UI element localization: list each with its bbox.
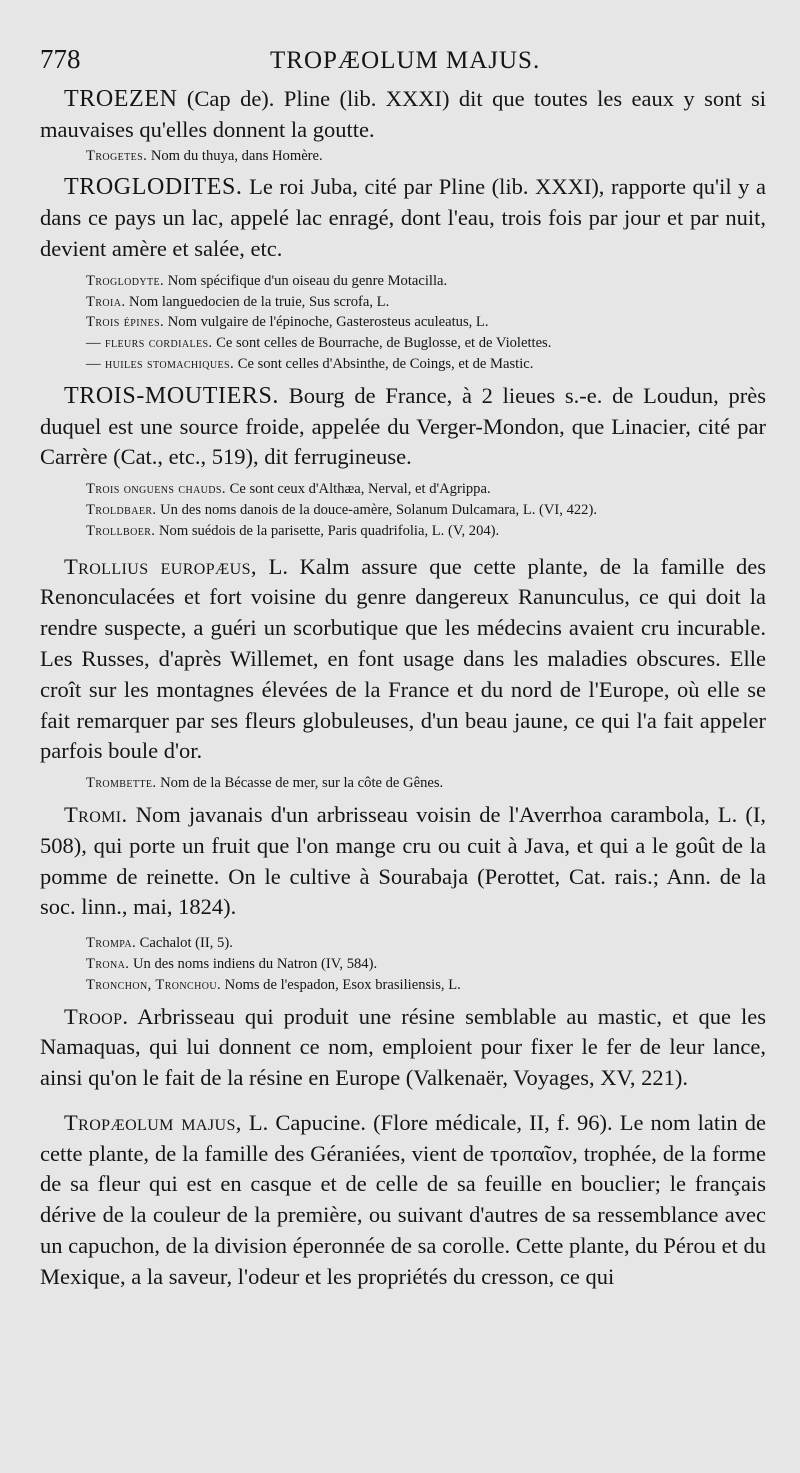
- entry-trollius: [40, 552, 766, 768]
- entry-troezen: [40, 84, 766, 146]
- entry-text: L. Kalm assure que cette plante, de la famille des Renonculacées et fort voisine du genre dangereux Ranunculus, ce qui doit la rendre suspecte, a guéri un scorbutique que les médecins avaient cru incurable. Les Russes, d'après Willemet, en font usage dans les maladies obscures. Elle croît sur les montagnes élevées de la France et du nord de l'Europe, où elle se fait remarquer par ses fleurs globuleuses, d'un beau jaune, ce qui l'a fait appeler parfois boule d'or.: [40, 553, 766, 764]
- entry-trombette: [62, 773, 766, 794]
- entry-head: Trois onguens chauds.: [86, 481, 226, 498]
- entry-head: Tromi.: [64, 801, 128, 827]
- entry-troglodites: [40, 172, 766, 264]
- entry-text: Nom suédois de la parisette, Paris quadrifolia, L. (V, 204).: [155, 522, 500, 539]
- entry-head: TROEZEN: [64, 86, 178, 112]
- entry-trois-epines: [62, 312, 766, 333]
- entry-text: Nom vulgaire de l'épinoche, Gasterosteus aculeatus, L.: [164, 314, 489, 331]
- entry-head: Trollboer.: [86, 522, 156, 539]
- entry-head: Troldbaer.: [86, 501, 157, 518]
- entry-text: Nom javanais d'un arbrisseau voisin de l'Averrhoa carambola, L. (I, 508), qui porte un fruit que l'on mange cru ou cuit à Java, et qui a le goût de la pomme de reinette. On le cultive à Sourabaja (Perottet, Cat. rais.; Ann. de la soc. linn., mai, 1824).: [40, 801, 766, 920]
- entry-text: Noms de l'espadon, Esox brasiliensis, L.: [221, 976, 461, 993]
- entry-text: Le roi Juba, cité par Pline (lib. XXXI), rapporte qu'il y a dans ce pays un lac, appelé lac enragé, dont l'eau, trois fois par jour et par nuit, devient amère et salée, etc.: [40, 174, 766, 261]
- entry-text: Arbrisseau qui produit une résine semblable au mastic, et que les Namaquas, qui lui donnent ce nom, emploient pour fixer le fer de leur lance, ainsi qu'on le fait de la résine en Europe (Valkenaër, Voyages, XV, 221).: [40, 1003, 766, 1091]
- entry-head: — fleurs cordiales.: [86, 335, 213, 352]
- entry-trogetes: [62, 146, 766, 167]
- entry-huiles-stomachiques: [62, 354, 766, 375]
- entry-text: Nom du thuya, dans Homère.: [147, 147, 323, 164]
- entry-head: Trona.: [86, 955, 130, 972]
- entry-head: Trois épines.: [86, 314, 165, 331]
- entry-tromi: [40, 800, 766, 923]
- entry-troglodyte: [62, 271, 766, 292]
- entry-text: (Cap de). Pline (lib. XXXI) dit que toutes les eaux y sont si mauvaises qu'elles donnent la goutte.: [40, 86, 766, 142]
- entry-fleurs-cordiales: [62, 333, 766, 354]
- entry-head: Trollius europæus,: [64, 553, 257, 579]
- page-number: 778: [40, 44, 81, 74]
- entry-text: Nom spécifique d'un oiseau du genre Motacilla.: [164, 272, 448, 289]
- entry-text: Ce sont celles d'Absinthe, de Coings, et de Mastic.: [234, 355, 534, 372]
- entry-head: — huiles stomachiques.: [86, 355, 235, 372]
- entry-trollboer: [62, 521, 766, 542]
- entry-text: Cachalot (II, 5).: [136, 935, 233, 952]
- entry-text: Nom languedocien de la truie, Sus scrofa, L.: [125, 293, 390, 310]
- entry-head: Troop.: [64, 1003, 129, 1029]
- entry-head: TROIS-MOUTIERS.: [64, 382, 280, 409]
- entry-head: Trombette.: [86, 775, 157, 792]
- entry-text: Un des noms danois de la douce-amère, Solanum Dulcamara, L. (VI, 422).: [156, 501, 597, 518]
- entry-trona: [62, 954, 766, 975]
- entry-text: Bourg de France, à 2 lieues s.-e. de Loudun, près duquel est une source froide, appelée du Verger-Mondon, que Linacier, cité par Carrère (Cat., etc., 519), dit ferrugineuse.: [40, 382, 766, 470]
- entry-head: Trogetes.: [86, 147, 148, 164]
- entry-troia: [62, 292, 766, 313]
- entry-trois-moutiers: [40, 381, 766, 473]
- entry-head: Troglodyte.: [86, 272, 165, 289]
- entry-head: TROGLODITES.: [64, 174, 243, 201]
- entry-troldbaer: [62, 500, 766, 521]
- entry-text: Un des noms indiens du Natron (IV, 584).: [129, 955, 378, 972]
- entry-trompa: [62, 933, 766, 954]
- running-head: [40, 44, 766, 84]
- entry-trois-onguens: [62, 479, 766, 500]
- entry-head: Tropæolum majus,: [64, 1109, 242, 1135]
- entry-text: Nom de la Bécasse de mer, sur la côte de Gênes.: [156, 775, 444, 792]
- running-title: TROPÆOLUM MAJUS.: [270, 47, 541, 74]
- entry-tropaeolum: [40, 1108, 766, 1293]
- entry-head: Troia.: [86, 293, 126, 310]
- entry-tronchon: [62, 975, 766, 996]
- entry-head: Trompa.: [86, 935, 137, 952]
- entry-text: L. Capucine. (Flore médicale, II, f. 96). Le nom latin de cette plante, de la famille des Géraniées, vient de τροπαῖον, trophée, de la forme de sa fleur qui est en casque et de celle de sa feuille en bouclier; le français dérive de la couleur de la première, ou suivant d'autres de sa ressemblance avec un capuchon, de la division éperonnée de sa corolle. Cette plante, du Pérou et du Mexique, a la saveur, l'odeur et les propriétés du cresson, ce qui: [40, 1109, 766, 1289]
- entry-troop: [40, 1002, 766, 1094]
- entry-text: Ce sont ceux d'Althæa, Nerval, et d'Agrippa.: [225, 481, 491, 498]
- entry-text: Ce sont celles de Bourrache, de Buglosse, et de Violettes.: [212, 335, 552, 352]
- entry-head: Tronchon, Tronchou.: [86, 976, 222, 993]
